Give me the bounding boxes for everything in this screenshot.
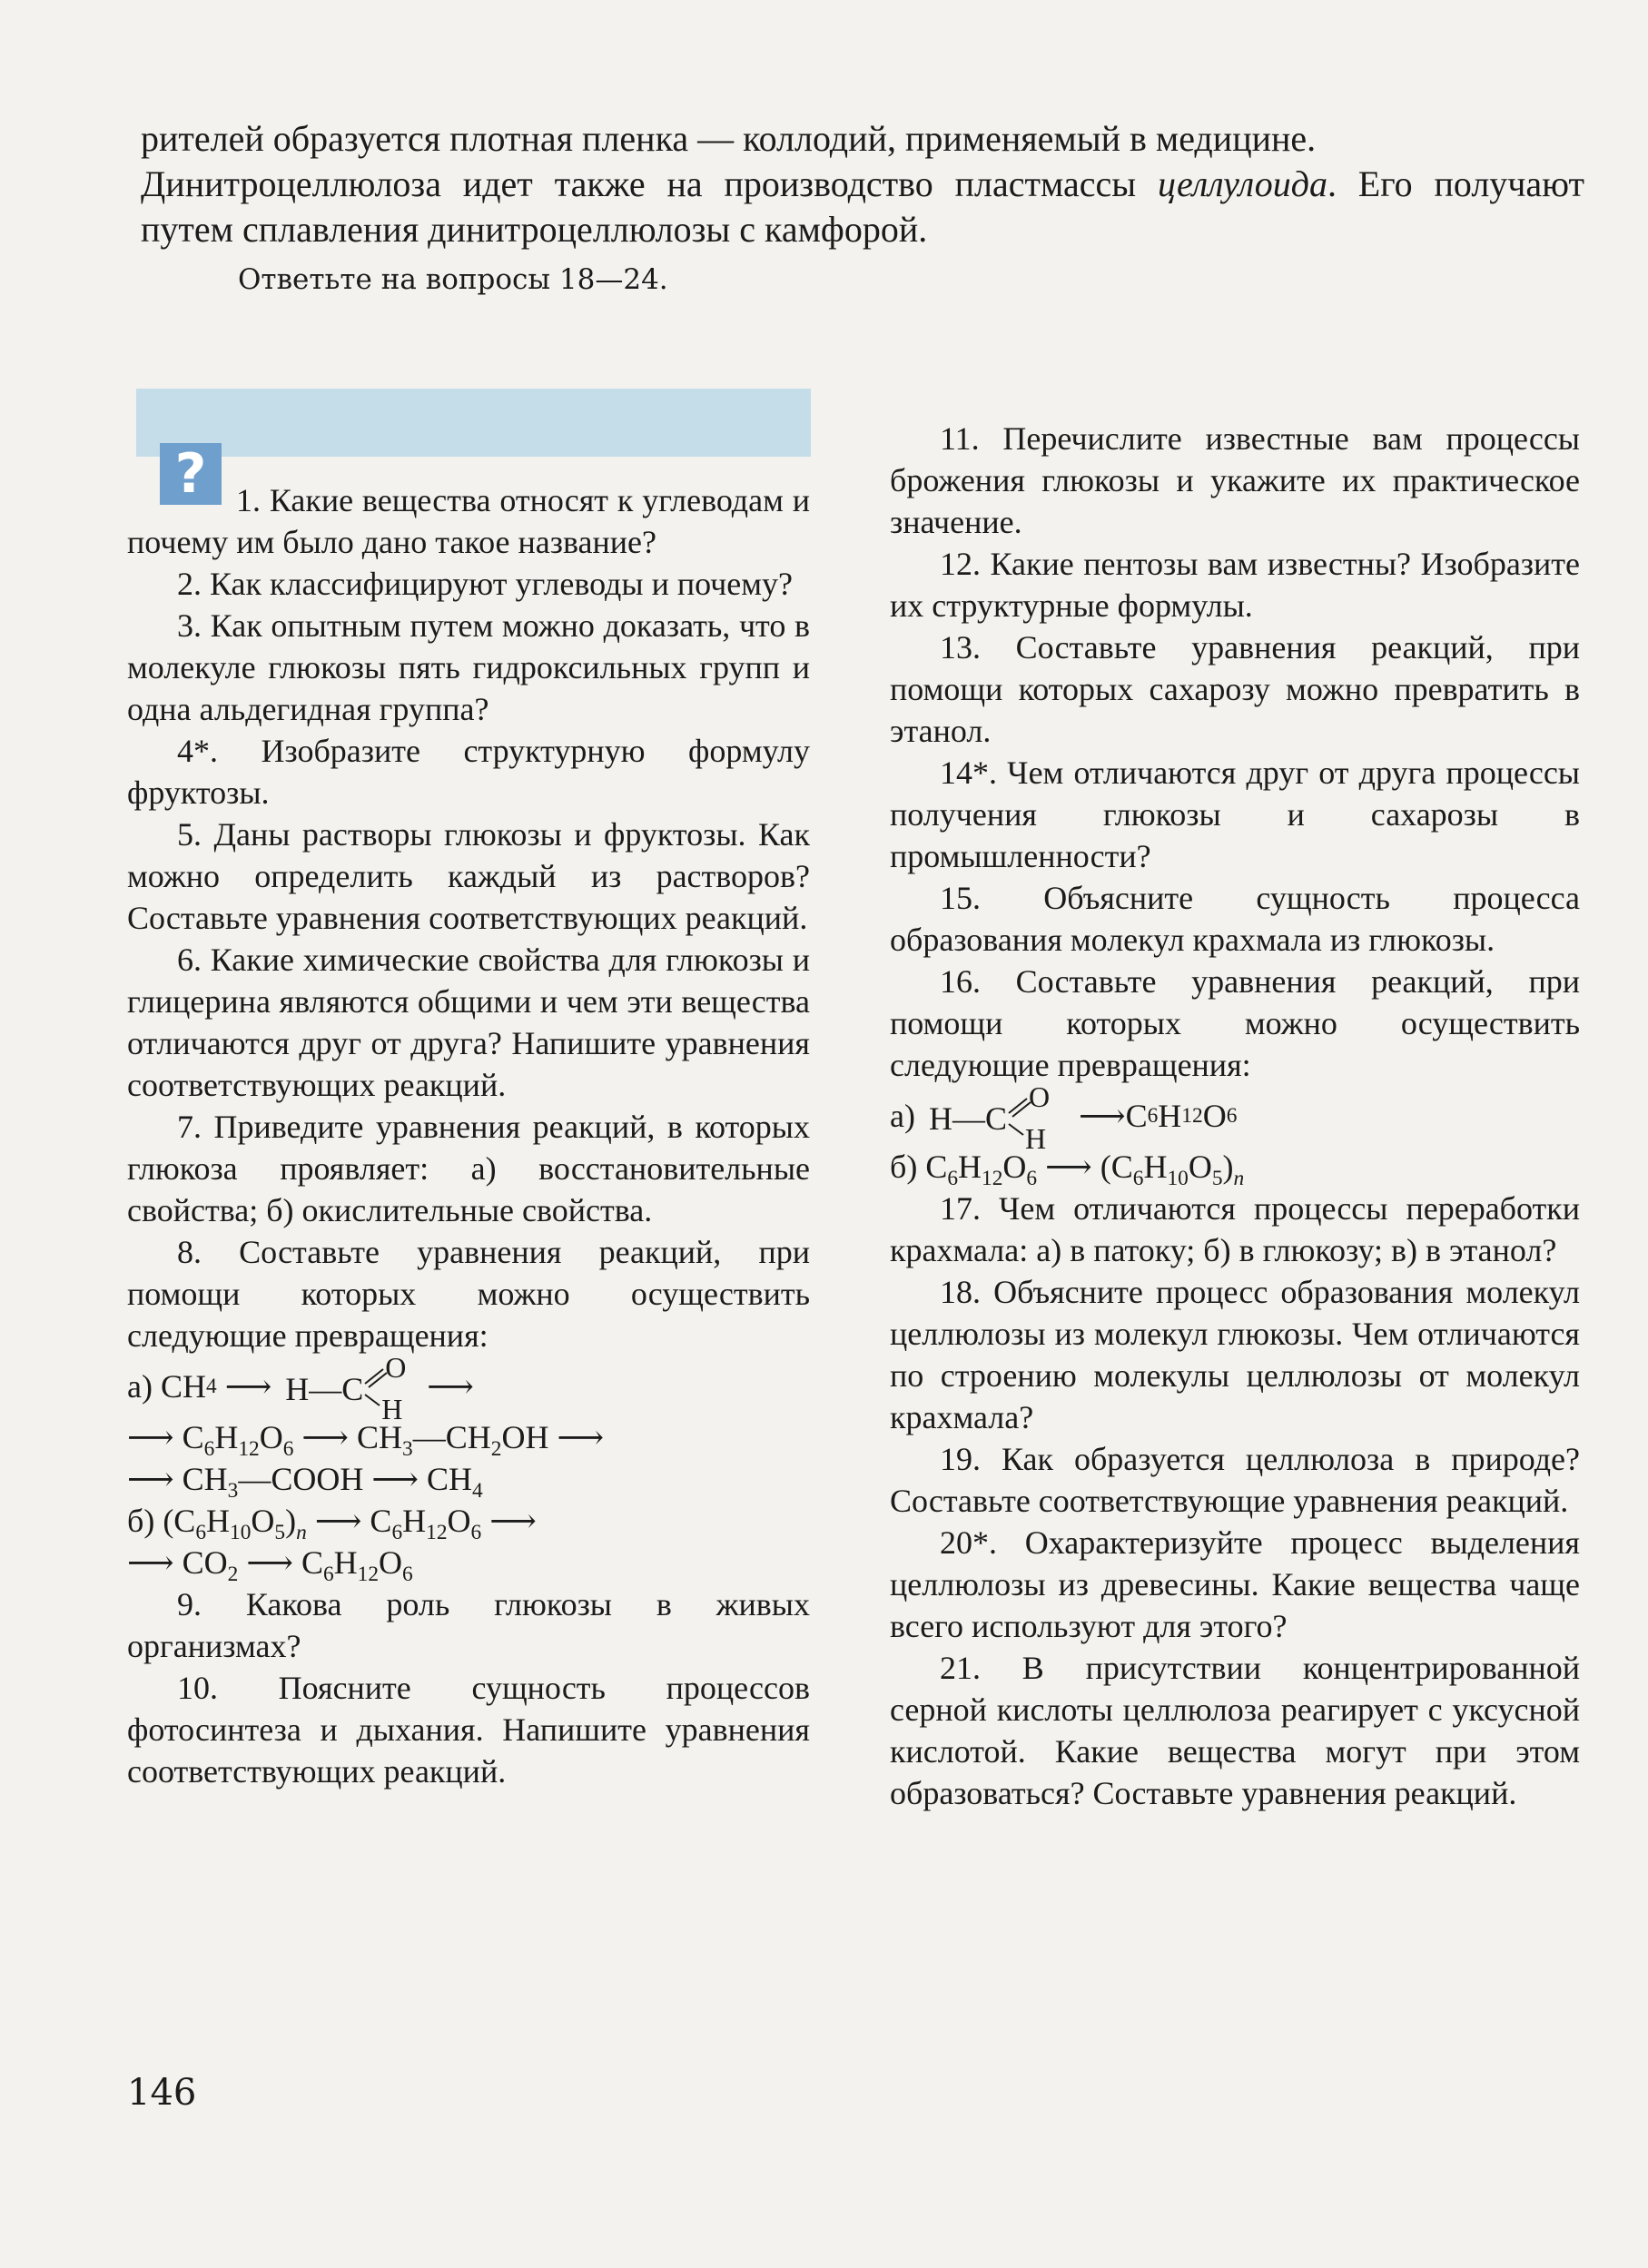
formula-atom: C [341,1371,364,1407]
arrow: ⟶ [127,1419,174,1455]
question-9: 9. Какова роль глюкозы в живых организмах? [127,1586,810,1664]
question-20: 20*. Охарактеризуйте процесс выделения целлюлозы из древесины. Какие вещества чаще всего используют для этого? [890,1524,1580,1644]
celluloid-term: целлулоида [1157,163,1327,204]
question-11: 11. Перечислите известные вам процессы брожения глюкозы и укажите их практическое значение. [890,420,1580,540]
formula-label: а) [890,1098,915,1134]
question-7: 7. Приведите уравнения реакций, в которых глюкоза проявляет: а) восстановительные свойства; б) окислительные свойства. [127,1109,810,1228]
formula-8a-line2: ⟶ $C_6H_{12}O_6$ ⟶ $CH_3—CH_2OH$ ⟶ [127,1419,605,1462]
question-2: 2. Как классифицируют углеводы и почему? [177,566,794,602]
arrow: ⟶ [1045,1149,1092,1185]
intro-paragraph [141,116,1584,252]
formula-16a: а) H — C O H ⟶ C 6 H 12 O 6 [890,1080,1238,1155]
formula-8a-line3: ⟶ $CH_3—COOH$ ⟶ $CH_4$ [127,1461,483,1504]
question-mark-icon: ? [160,443,222,505]
intro-text-part: Динитроцеллюлоза идет также на производство пластмассы [141,163,1158,204]
question-8: 8. Составьте уравнения реакций, при помощи которых можно осуществить следующие превращения: [127,1234,810,1354]
formula-8b-line1: б) $(C_6H_{10}O_5)_n$ ⟶ $C_6H_{12}O_6$ ⟶ [127,1503,537,1545]
question-19: 19. Как образуется целлюлоза в природе? Составьте соответствующие уравнения реакций. [890,1441,1580,1519]
questions-header-bar [136,389,811,457]
question-18: 18. Объясните процесс образования молекул целлюлозы из молекул глюкозы. Чем отличаются по строению молекулы целлюлозы от молекул крахмала? [890,1274,1580,1435]
formula-atom: H [1024,1122,1047,1155]
formula-label: б) [127,1503,155,1539]
intro-text [141,162,1584,252]
formula-label: б) [890,1149,918,1185]
arrow: ⟶ [427,1368,474,1405]
arrow: ⟶ [301,1419,350,1455]
question-10: 10. Поясните сущность процессов фотосинтеза и дыхания. Напишите уравнения соответствующих реакций. [127,1670,810,1790]
question-15: 15. Объясните сущность процесса образования молекул крахмала из глюкозы. [890,880,1580,958]
formula-16b: б) $C_6H_{12}O_6$ ⟶ $(C_6H_{10}O_5)_n$ [890,1149,1245,1191]
aldehyde-group [928,1080,1065,1155]
answer-prompt: Ответьте на вопросы 18—24. [238,263,668,296]
arrow: ⟶ [371,1461,419,1497]
intro-line: рителей образуется плотная пленка — коллодий, применяемый в медицине. [141,118,1317,159]
questions-left-column [127,479,810,1792]
arrow: ⟶ [557,1419,605,1455]
question-3: 3. Как опытным путем можно доказать, что в молекуле глюкозы пять гидроксильных групп и одна альдегидная группа? [127,607,810,727]
page-number: 146 [127,2072,197,2114]
question-1: 1. Какие вещества относят к углеводам и почему им было дано такое название? [127,482,810,560]
formula-label: а) [127,1368,153,1405]
arrow: ⟶ [246,1544,293,1581]
questions-right-column [890,418,1580,1814]
formula-atom: H [381,1393,403,1425]
question-21: 21. В присутствии концентрированной серной кислоты целлюлоза реагирует с уксусной кислотой. Какие вещества могут при этом образоваться? Составьте уравнения реакций. [890,1650,1580,1811]
arrow: ⟶ [127,1461,174,1497]
arrow: ⟶ [489,1503,537,1539]
formula-atom: H [928,1100,952,1137]
arrow: ⟶ [1078,1098,1126,1134]
formula-atom: O [385,1351,407,1384]
formula-bond: — [309,1371,342,1407]
question-12: 12. Какие пентозы вам известны? Изобразите их структурные формулы. [890,546,1580,624]
question-13: 13. Составьте уравнения реакций, при помощи которых сахарозу можно превратить в этанол. [890,629,1580,749]
arrow: ⟶ [127,1544,174,1581]
intro-text-part: . Его получают путем сплавления динитроцеллюлозы с камфорой. [141,163,1585,250]
formula-bond: — [952,1100,985,1137]
question-16: 16. Составьте уравнения реакций, при помощи которых можно осуществить следующие превращения: [890,963,1580,1083]
question-4: 4*. Изобразите структурную формулу фруктозы. [127,733,810,811]
question-14: 14*. Чем отличаются друг от друга процессы получения глюкозы и сахарозы в промышленности? [890,754,1580,874]
arrow: ⟶ [224,1368,272,1405]
formula-8b-line2: ⟶ $CO_2$ ⟶ $C_6H_{12}O_6$ [127,1544,413,1587]
question-6: 6. Какие химические свойства для глюкозы и глицерина являются общими и чем эти вещества отличаются друг от друга? Напишите уравнения соответствующих реакций. [127,942,810,1103]
formula-atom: C [984,1100,1007,1137]
aldehyde-group [285,1351,421,1425]
formula-8a-line1: а) CH 4 ⟶ H — C O H ⟶ [127,1351,474,1425]
arrow: ⟶ [314,1503,362,1539]
formula-atom: H [285,1371,310,1407]
question-5: 5. Даны растворы глюкозы и фруктозы. Как можно определить каждый из растворов? Составьте уравнения соответствующих реакций. [127,816,810,936]
formula-atom: O [1028,1080,1051,1113]
question-17: 17. Чем отличаются процессы переработки крахмала: а) в патоку; б) в глюкозу; в) в этанол? [890,1190,1580,1268]
